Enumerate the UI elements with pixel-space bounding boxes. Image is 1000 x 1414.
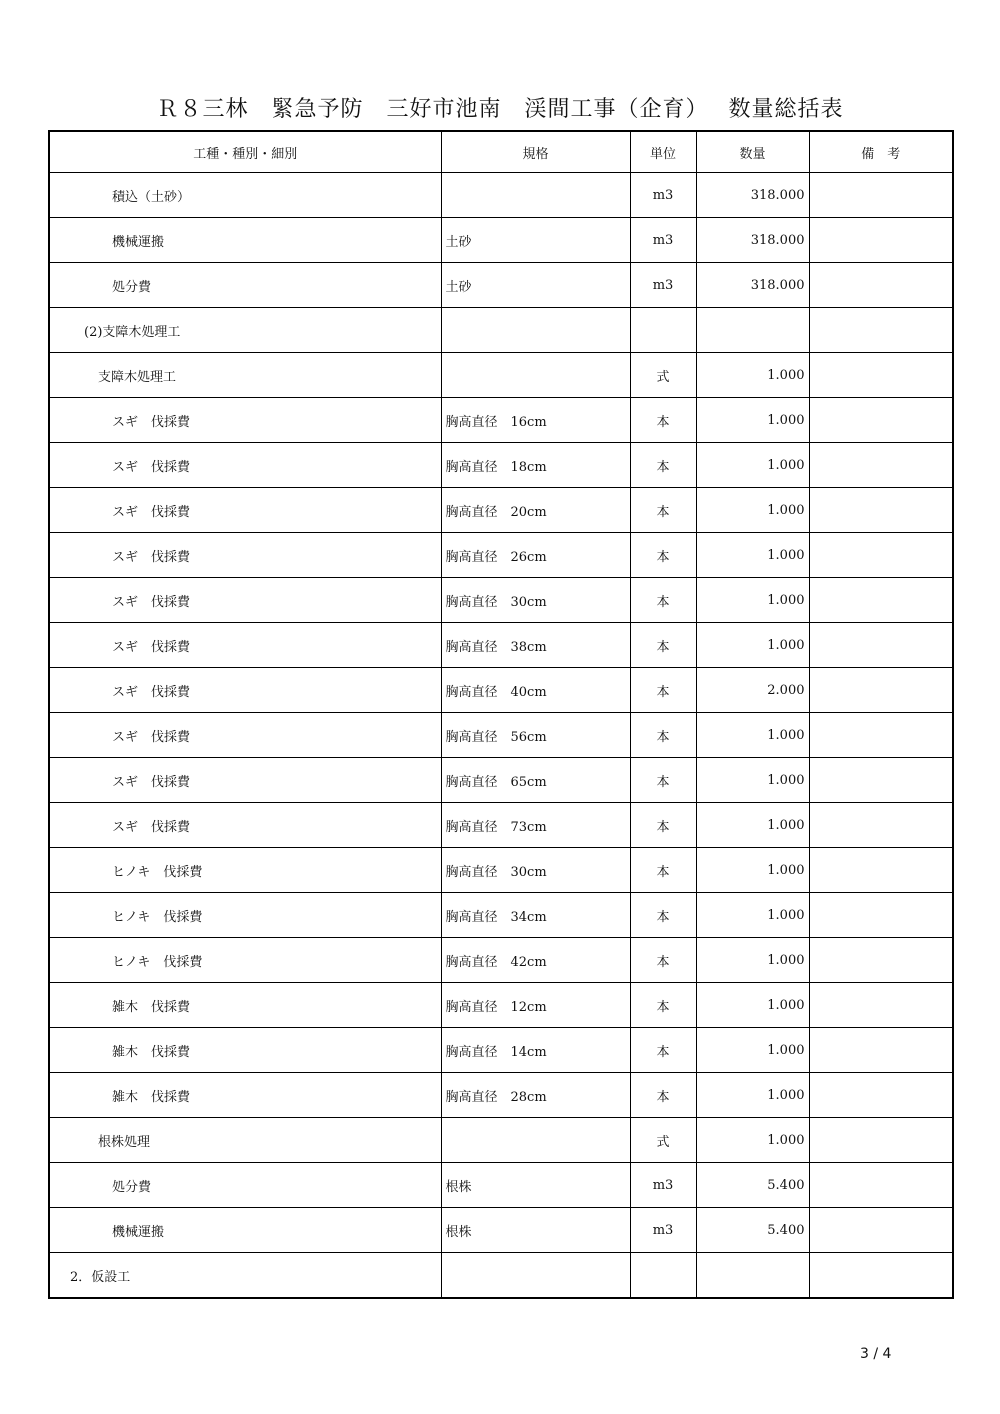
table-row	[49, 803, 953, 848]
row-item-cell: スギ 伐採費	[49, 758, 441, 803]
row-qty-cell: 1.000	[696, 848, 809, 893]
row-unit-cell: m3	[630, 173, 696, 218]
row-unit-cell: 本	[630, 983, 696, 1028]
row-unit-cell: m3	[630, 1163, 696, 1208]
row-spec-cell: 胸高直径 28cm	[441, 1073, 630, 1118]
row-spec-cell: 根株	[441, 1163, 630, 1208]
row-qty-cell: 1.000	[696, 803, 809, 848]
row-item-cell: 雑木 伐採費	[49, 983, 441, 1028]
row-qty-cell: 1.000	[696, 1028, 809, 1073]
row-unit-cell: 本	[630, 668, 696, 713]
header-item: 工種・種別・細別	[49, 131, 441, 173]
table-row	[49, 1118, 953, 1163]
row-item-cell: 根株処理	[49, 1118, 441, 1163]
table-row	[49, 443, 953, 488]
page-number: 3 / 4	[860, 1346, 892, 1362]
row-unit-cell: 本	[630, 713, 696, 758]
row-item-cell: 機械運搬	[49, 218, 441, 263]
row-spec-cell: 胸高直径 38cm	[441, 623, 630, 668]
table-row	[49, 578, 953, 623]
table-row	[49, 1163, 953, 1208]
table-row	[49, 713, 953, 758]
table-row	[49, 623, 953, 668]
row-spec-cell: 胸高直径 12cm	[441, 983, 630, 1028]
row-qty-cell: 1.000	[696, 893, 809, 938]
row-qty-cell: 1.000	[696, 533, 809, 578]
table-header-row	[49, 131, 953, 173]
row-item-cell: 支障木処理工	[49, 353, 441, 398]
row-unit-cell: 本	[630, 1028, 696, 1073]
row-qty-cell: 1.000	[696, 488, 809, 533]
row-item-cell: ヒノキ 伐採費	[49, 938, 441, 983]
table-row	[49, 218, 953, 263]
row-spec-cell: 胸高直径 18cm	[441, 443, 630, 488]
row-note-cell	[809, 623, 953, 668]
row-unit-cell: 本	[630, 893, 696, 938]
row-qty-cell: 1.000	[696, 623, 809, 668]
row-note-cell	[809, 983, 953, 1028]
row-qty-cell: 1.000	[696, 938, 809, 983]
row-note-cell	[809, 713, 953, 758]
row-unit-cell: 本	[630, 848, 696, 893]
row-spec-cell: 胸高直径 34cm	[441, 893, 630, 938]
row-note-cell	[809, 533, 953, 578]
document-title: Ｒ８三林 緊急予防 三好市池南 渓間工事（企育） 数量総括表	[156, 97, 844, 122]
row-spec-cell	[441, 308, 630, 353]
row-unit-cell: 本	[630, 758, 696, 803]
row-unit-cell: 式	[630, 353, 696, 398]
row-note-cell	[809, 803, 953, 848]
table-row	[49, 1073, 953, 1118]
row-unit-cell: 本	[630, 623, 696, 668]
row-item-cell: 2．仮設工	[49, 1253, 441, 1299]
table-row	[49, 893, 953, 938]
row-qty-cell: 1.000	[696, 443, 809, 488]
row-qty-cell: 2.000	[696, 668, 809, 713]
row-spec-cell: 土砂	[441, 263, 630, 308]
row-unit-cell: 本	[630, 398, 696, 443]
table-row	[49, 848, 953, 893]
row-note-cell	[809, 353, 953, 398]
row-item-cell: 処分費	[49, 263, 441, 308]
row-qty-cell: 1.000	[696, 758, 809, 803]
row-unit-cell	[630, 308, 696, 353]
row-unit-cell: 本	[630, 938, 696, 983]
row-item-cell: ヒノキ 伐採費	[49, 848, 441, 893]
row-qty-cell: 1.000	[696, 983, 809, 1028]
row-item-cell: 雑木 伐採費	[49, 1073, 441, 1118]
table-row	[49, 488, 953, 533]
row-note-cell	[809, 1208, 953, 1253]
row-qty-cell: 318.000	[696, 263, 809, 308]
table-row	[49, 353, 953, 398]
row-unit-cell: 本	[630, 803, 696, 848]
row-note-cell	[809, 848, 953, 893]
table-row	[49, 1208, 953, 1253]
row-note-cell	[809, 488, 953, 533]
row-item-cell: 積込（土砂）	[49, 173, 441, 218]
row-note-cell	[809, 1163, 953, 1208]
row-unit-cell	[630, 1253, 696, 1299]
row-qty-cell: 5.400	[696, 1208, 809, 1253]
row-qty-cell: 318.000	[696, 218, 809, 263]
row-unit-cell: 本	[630, 578, 696, 623]
row-note-cell	[809, 308, 953, 353]
table-row	[49, 533, 953, 578]
row-unit-cell: 本	[630, 1073, 696, 1118]
row-note-cell	[809, 1253, 953, 1299]
table-body	[49, 173, 953, 1299]
row-note-cell	[809, 1118, 953, 1163]
table-row	[49, 308, 953, 353]
row-note-cell	[809, 173, 953, 218]
row-unit-cell: m3	[630, 263, 696, 308]
row-qty-cell: 1.000	[696, 713, 809, 758]
row-qty-cell: 1.000	[696, 398, 809, 443]
row-spec-cell	[441, 353, 630, 398]
row-spec-cell: 胸高直径 65cm	[441, 758, 630, 803]
row-unit-cell: m3	[630, 1208, 696, 1253]
row-spec-cell: 胸高直径 56cm	[441, 713, 630, 758]
table-row	[49, 1028, 953, 1073]
row-note-cell	[809, 443, 953, 488]
table-row	[49, 983, 953, 1028]
header-note: 備 考	[809, 131, 953, 173]
table-row	[49, 668, 953, 713]
row-item-cell: 処分費	[49, 1163, 441, 1208]
row-qty-cell	[696, 308, 809, 353]
row-note-cell	[809, 218, 953, 263]
row-note-cell	[809, 938, 953, 983]
row-note-cell	[809, 668, 953, 713]
row-item-cell: 機械運搬	[49, 1208, 441, 1253]
row-item-cell: スギ 伐採費	[49, 668, 441, 713]
row-item-cell: スギ 伐採費	[49, 398, 441, 443]
table-row	[49, 263, 953, 308]
header-unit: 単位	[630, 131, 696, 173]
row-qty-cell: 1.000	[696, 353, 809, 398]
row-unit-cell: 本	[630, 443, 696, 488]
row-item-cell: スギ 伐採費	[49, 803, 441, 848]
table-row	[49, 758, 953, 803]
row-spec-cell: 胸高直径 40cm	[441, 668, 630, 713]
row-spec-cell: 胸高直径 14cm	[441, 1028, 630, 1073]
row-item-cell: 雑木 伐採費	[49, 1028, 441, 1073]
row-qty-cell: 318.000	[696, 173, 809, 218]
row-spec-cell: 土砂	[441, 218, 630, 263]
row-qty-cell: 1.000	[696, 1073, 809, 1118]
row-unit-cell: m3	[630, 218, 696, 263]
row-spec-cell	[441, 1118, 630, 1163]
row-note-cell	[809, 263, 953, 308]
row-item-cell: (2)支障木処理工	[49, 308, 441, 353]
row-item-cell: スギ 伐採費	[49, 713, 441, 758]
row-item-cell: スギ 伐採費	[49, 533, 441, 578]
table-row	[49, 173, 953, 218]
row-note-cell	[809, 1028, 953, 1073]
row-item-cell: スギ 伐採費	[49, 443, 441, 488]
table-row	[49, 398, 953, 443]
row-item-cell: スギ 伐採費	[49, 623, 441, 668]
row-item-cell: ヒノキ 伐採費	[49, 893, 441, 938]
row-unit-cell: 式	[630, 1118, 696, 1163]
row-item-cell: スギ 伐採費	[49, 578, 441, 623]
row-item-cell: スギ 伐採費	[49, 488, 441, 533]
row-spec-cell: 胸高直径 30cm	[441, 848, 630, 893]
row-spec-cell: 胸高直径 26cm	[441, 533, 630, 578]
row-spec-cell: 根株	[441, 1208, 630, 1253]
row-spec-cell	[441, 1253, 630, 1299]
row-note-cell	[809, 578, 953, 623]
row-note-cell	[809, 893, 953, 938]
row-spec-cell	[441, 173, 630, 218]
header-spec: 規格	[441, 131, 630, 173]
row-qty-cell: 1.000	[696, 1118, 809, 1163]
header-qty: 数量	[696, 131, 809, 173]
row-spec-cell: 胸高直径 16cm	[441, 398, 630, 443]
row-note-cell	[809, 1073, 953, 1118]
row-spec-cell: 胸高直径 73cm	[441, 803, 630, 848]
quantity-summary-table	[48, 130, 954, 1299]
row-unit-cell: 本	[630, 488, 696, 533]
row-spec-cell: 胸高直径 30cm	[441, 578, 630, 623]
row-spec-cell: 胸高直径 20cm	[441, 488, 630, 533]
row-unit-cell: 本	[630, 533, 696, 578]
row-spec-cell: 胸高直径 42cm	[441, 938, 630, 983]
row-qty-cell	[696, 1253, 809, 1299]
row-qty-cell: 1.000	[696, 578, 809, 623]
table-row	[49, 938, 953, 983]
row-note-cell	[809, 398, 953, 443]
row-note-cell	[809, 758, 953, 803]
table-row	[49, 1253, 953, 1299]
row-qty-cell: 5.400	[696, 1163, 809, 1208]
